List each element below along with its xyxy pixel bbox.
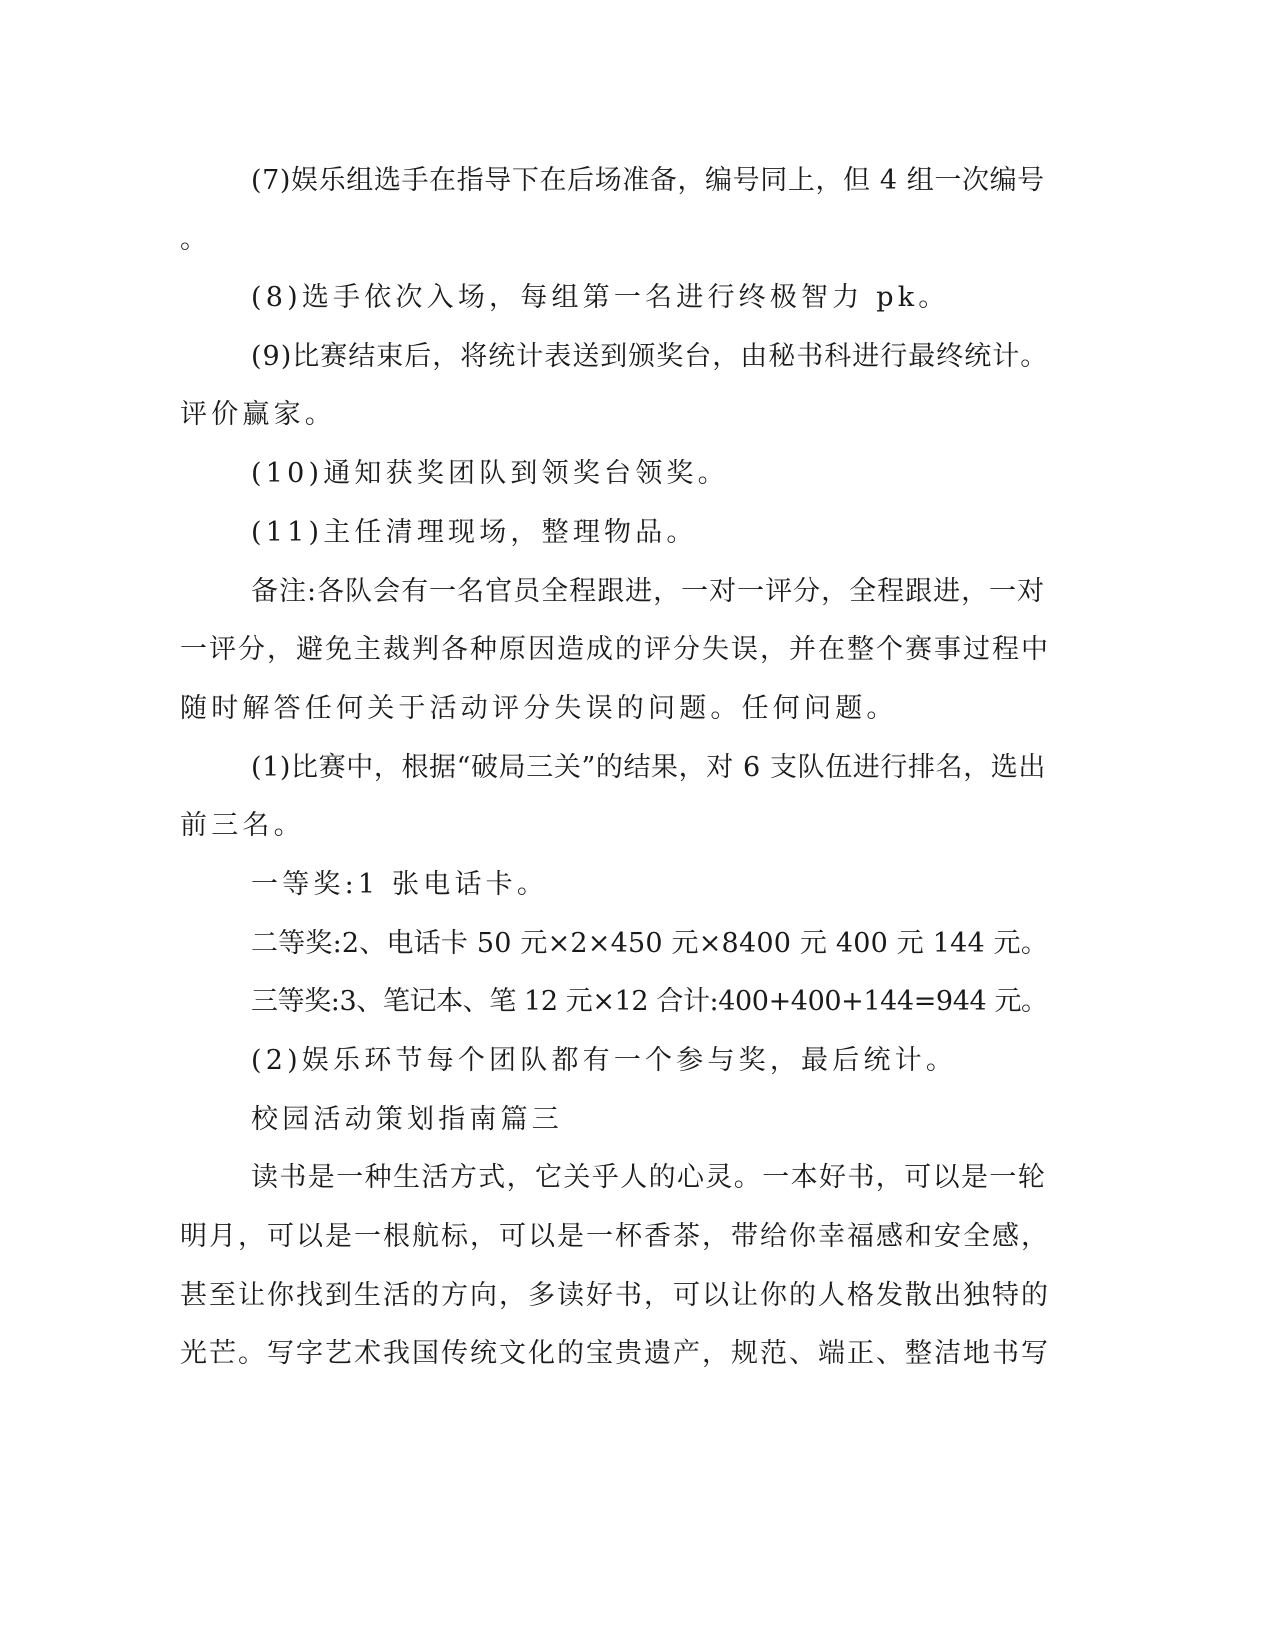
paragraph-line-20: 甚至让你找到生活的方向，多读好书，可以让你的人格发散出独特的 <box>180 1280 1050 1311</box>
paragraph-line-2: 。 <box>180 224 212 255</box>
paragraph-line-6: (10)通知获奖团队到领奖台领奖。 <box>251 458 729 489</box>
paragraph-line-19: 明月，可以是一根航标，可以是一杯香茶，带给你幸福感和安全感， <box>180 1221 1050 1252</box>
paragraph-line-21: 光芒。写字艺术我国传统文化的宝贵遗产，规范、端正、整洁地书写 <box>180 1338 1050 1369</box>
paragraph-line-15: 三等奖:3、笔记本、笔 12 元×12 合计:400+400+144=944 元。 <box>251 986 1048 1017</box>
paragraph-line-10: 随时解答任何关于活动评分失误的问题。任何问题。 <box>180 693 898 724</box>
paragraph-line-8: 备注:各队会有一名官员全程跟进，一对一评分，全程跟进，一对 <box>251 576 1046 607</box>
paragraph-line-9: 一评分，避免主裁判各种原因造成的评分失误，并在整个赛事过程中 <box>180 634 1050 665</box>
paragraph-line-18: 读书是一种生活方式，它关乎人的心灵。一本好书，可以是一轮 <box>251 1162 1047 1193</box>
paragraph-line-3: (8)选手依次入场，每组第一名进行终极智力 pk。 <box>251 282 950 313</box>
paragraph-line-12: 前三名。 <box>180 810 305 841</box>
paragraph-line-13: 一等奖:1 张电话卡。 <box>251 869 549 900</box>
paragraph-line-5: 评价赢家。 <box>180 399 336 430</box>
paragraph-line-4: (9)比赛结束后，将统计表送到颁奖台，由秘书科进行最终统计。 <box>251 341 1049 372</box>
section-heading: 校园活动策划指南篇三 <box>251 1104 563 1135</box>
paragraph-line-16: (2)娱乐环节每个团队都有一个参与奖，最后统计。 <box>251 1045 958 1076</box>
paragraph-line-1: (7)娱乐组选手在指导下在后场准备，编号同上，但 4 组一次编号 <box>251 165 1045 196</box>
paragraph-line-14: 二等奖:2、电话卡 50 元×2×450 元×8400 元 400 元 144 元。 <box>251 928 1049 959</box>
paragraph-line-11: (1)比赛中，根据“破局三关”的结果，对 6 支队伍进行排名，选出 <box>251 752 1046 783</box>
paragraph-line-7: (11)主任清理现场，整理物品。 <box>251 517 698 548</box>
